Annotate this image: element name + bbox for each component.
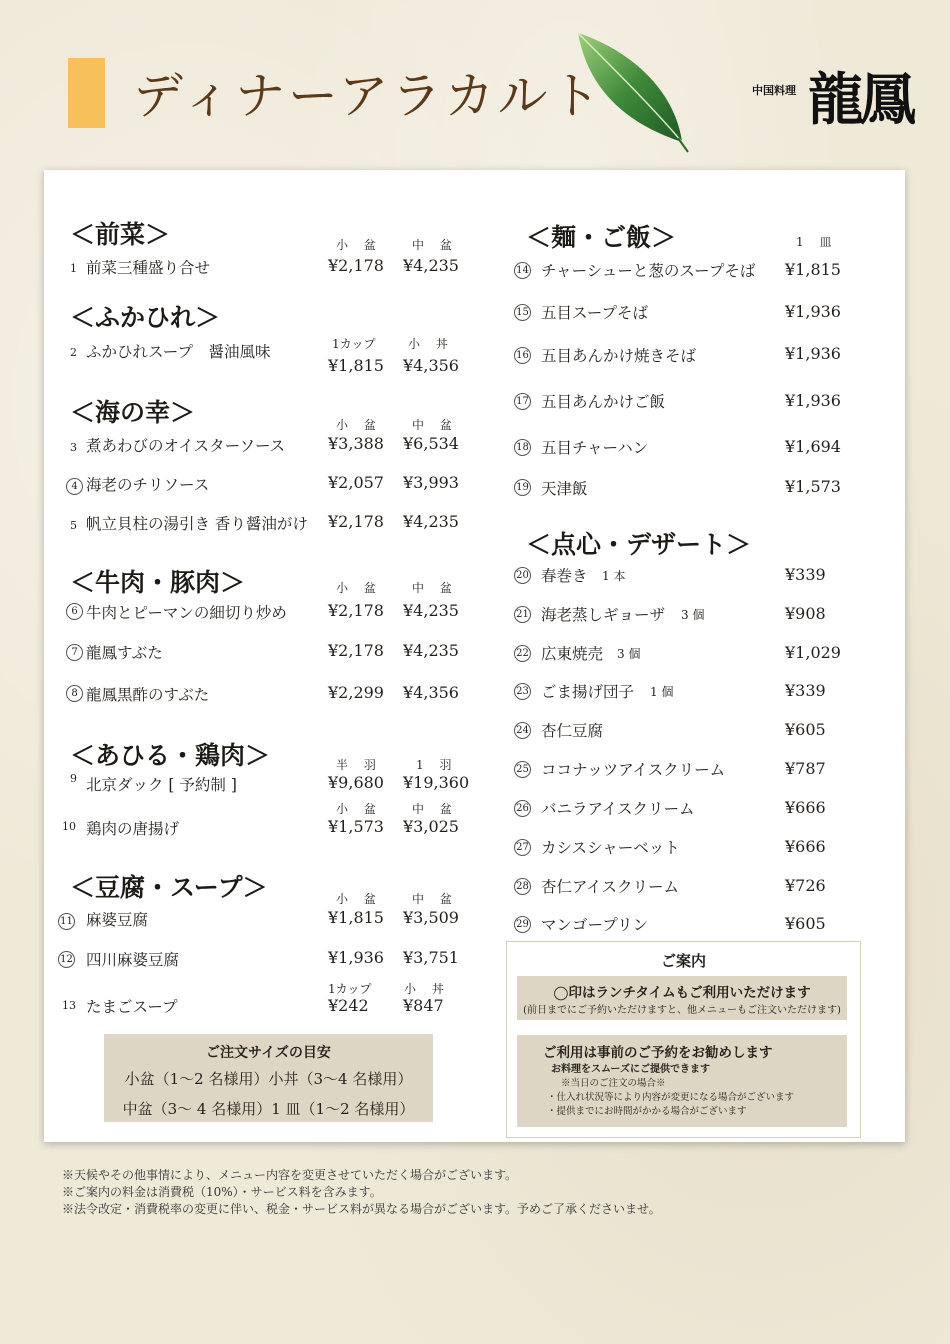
col-header-half: 半 羽: [336, 758, 382, 772]
size-guide-line-1: 小盆（1～2 名様用）小丼（3～4 名様用）: [124, 1070, 413, 1088]
menu-item-price-1: ¥2,299: [328, 683, 384, 702]
menu-item-price-1: ¥2,178: [328, 641, 384, 660]
menu-item-name: 煮あわびのオイスターソース: [86, 437, 286, 455]
col-header-small: 小 盆: [336, 802, 382, 816]
col-header-bowl: 小 丼: [408, 337, 454, 351]
same-day-note-2: ・提供までにお時間がかかる場合がございます: [547, 1106, 747, 1117]
lunch-mark-number: 29: [514, 916, 531, 933]
lunch-mark-number: 28: [514, 878, 531, 895]
menu-item-price-2: ¥4,235: [403, 601, 459, 620]
menu-item-name: 北京ダック [ 予約制 ]: [86, 776, 237, 794]
menu-item-price-1: ¥2,178: [328, 256, 384, 275]
item-number: 2: [70, 346, 77, 359]
menu-item-name: ふかひれスープ 醤油風味: [86, 343, 271, 361]
lunch-mark-number: 17: [514, 393, 531, 410]
item-number: 1: [70, 262, 77, 275]
lunch-availability-text: ◯印はランチタイムもご利用いただけます: [553, 985, 811, 1001]
menu-item-price: ¥666: [785, 837, 826, 856]
menu-item-name: 杏仁アイスクリーム: [541, 878, 679, 896]
order-size-guide: [104, 1034, 433, 1122]
item-number: 10: [62, 820, 76, 833]
lunch-mark-number: 14: [514, 262, 531, 279]
menu-item-name: バニラアイスクリーム: [541, 800, 695, 818]
menu-item-price: ¥787: [785, 759, 826, 778]
size-guide-title: ご注文サイズの目安: [206, 1045, 331, 1061]
col-header-medium: 中 盆: [412, 802, 458, 816]
section-title-fukahire: ＜ふかひれ＞: [70, 303, 221, 332]
col-header-small: 小 盆: [336, 418, 382, 432]
section-title-dimsum-dessert: ＜点心・デザート＞: [526, 530, 752, 559]
menu-item-name: 五目スープそば: [541, 304, 648, 322]
menu-item-price-1: ¥2,178: [328, 512, 384, 531]
lunch-mark-number: 24: [514, 722, 531, 739]
menu-item-price: ¥1,936: [785, 302, 841, 321]
menu-item-price-2: ¥3,993: [403, 473, 459, 492]
lunch-mark-number: 18: [514, 439, 531, 456]
menu-item-price: ¥1,573: [785, 477, 841, 496]
menu-item-price: ¥1,936: [785, 344, 841, 363]
lunch-availability-box: [517, 976, 847, 1020]
item-number: 13: [62, 999, 76, 1012]
col-header-cup: 1カップ: [328, 982, 372, 996]
col-header-medium: 中 盆: [412, 418, 458, 432]
lunch-mark-number: 26: [514, 800, 531, 817]
section-title-meat: ＜牛肉・豚肉＞: [70, 568, 246, 597]
title-accent-bar: [68, 58, 105, 128]
footer-notes: [62, 1167, 661, 1218]
logo-name: 龍鳳: [808, 67, 912, 133]
footer-note-2: ※ご案内の料金は消費税（10%）・サービス料を含みます。: [62, 1185, 382, 1199]
menu-item-name: たまごスープ: [86, 998, 178, 1016]
item-number: 9: [70, 772, 77, 785]
menu-item-quantity: 3 個: [617, 647, 641, 661]
menu-item-name: 広東焼売: [541, 645, 604, 663]
menu-item-price-1: ¥1,936: [328, 948, 384, 967]
col-header-small: 小 盆: [336, 581, 382, 595]
menu-item-quantity: 3 個: [681, 608, 705, 622]
menu-item-price-2: ¥4,356: [403, 683, 459, 702]
menu-item-name: 海老のチリソース: [86, 476, 210, 494]
menu-item-price: ¥339: [785, 565, 826, 584]
menu-item-price: ¥605: [785, 914, 826, 933]
menu-item-price: ¥908: [785, 604, 826, 623]
reservation-recommend-text: ご利用は事前のご予約をお勧めします: [543, 1045, 773, 1061]
page-title: ディナーアラカルト: [133, 67, 604, 125]
col-header-medium: 中 盆: [412, 892, 458, 906]
lunch-mark-number: 4: [66, 478, 83, 495]
lunch-mark-number: 16: [514, 347, 531, 364]
restaurant-logo: [752, 60, 912, 133]
footer-note-1: ※天候やその他事情により、メニュー内容を変更させていただく場合がございます。: [62, 1168, 518, 1182]
menu-item-price-1: ¥1,815: [328, 908, 384, 927]
menu-item-name: 龍鳳すぶた: [86, 644, 163, 662]
menu-item-name: 天津飯: [541, 480, 588, 498]
menu-item-name: 前菜三種盛り合せ: [86, 259, 211, 277]
menu-item-price-1: ¥3,388: [328, 434, 384, 453]
menu-item-price-2: ¥3,509: [403, 908, 459, 927]
menu-item-price: ¥1,815: [785, 260, 841, 279]
col-header-medium: 中 盆: [412, 581, 458, 595]
menu-item-price-2: ¥4,235: [403, 256, 459, 275]
menu-item-price: ¥1,029: [785, 643, 841, 662]
menu-item-price-2: ¥4,235: [403, 641, 459, 660]
section-title-noodles-rice: ＜麺・ご飯＞: [526, 223, 677, 252]
lunch-mark-number: 6: [66, 603, 83, 620]
reservation-sub-text: お料理をスムーズにご提供できます: [551, 1064, 710, 1075]
item-number: 5: [70, 519, 77, 532]
menu-item-name: 四川麻婆豆腐: [86, 951, 180, 969]
lunch-mark-number: 20: [514, 567, 531, 584]
menu-item-price-1: ¥2,178: [328, 601, 384, 620]
menu-item-price-1: ¥2,057: [328, 473, 384, 492]
lunch-mark-number: 8: [66, 685, 83, 702]
lunch-mark-number: 23: [514, 683, 531, 700]
menu-item-name: 麻婆豆腐: [86, 911, 149, 929]
menu-item-name: 龍鳳黒酢のすぶた: [86, 686, 210, 704]
menu-item-price-2: ¥4,356: [403, 356, 459, 375]
col-header-medium: 中 盆: [412, 238, 458, 252]
menu-item-price: ¥666: [785, 798, 826, 817]
menu-item-price: ¥726: [785, 876, 826, 895]
col-header-whole: 1 羽: [416, 758, 458, 772]
col-header-small: 小 盆: [336, 238, 382, 252]
menu-item-price-2: ¥6,534: [403, 434, 459, 453]
menu-item-name: 帆立貝柱の湯引き 香り醤油がけ: [86, 515, 308, 533]
section-title-seafood: ＜海の幸＞: [70, 398, 196, 427]
menu-item-price-2: ¥3,025: [403, 817, 459, 836]
menu-item-name: カシスシャーベット: [541, 839, 680, 857]
menu-item-price-2: ¥19,360: [403, 773, 470, 792]
lunch-mark-number: 21: [514, 606, 531, 623]
lunch-mark-number: 12: [58, 951, 75, 968]
reservation-recommend-box: [517, 1035, 847, 1127]
menu-item-name: 五目あんかけ焼きそば: [541, 347, 697, 365]
menu-item-price-1: ¥242: [328, 996, 369, 1015]
logo-subtitle: 中国料理: [752, 84, 796, 97]
leaf-decoration: [570, 30, 695, 155]
menu-item-price-2: ¥847: [403, 996, 444, 1015]
footer-note-3: ※法令改定・消費税率の変更に伴い、税金・サービス料が異なる場合がございます。予めご了承くださいませ。: [62, 1202, 661, 1216]
col-header-plate: 1 皿: [796, 235, 838, 249]
size-guide-line-2: 中盆（3～ 4 名様用）1 皿（1～2 名様用）: [122, 1100, 415, 1118]
menu-item-price: ¥339: [785, 681, 826, 700]
col-header-small: 小 盆: [336, 892, 382, 906]
lunch-mark-number: 15: [514, 304, 531, 321]
col-header-bowl: 小 丼: [404, 982, 450, 996]
menu-panel: [44, 170, 905, 1142]
menu-item-quantity: 1 本: [602, 569, 626, 583]
menu-item-name: ココナッツアイスクリーム: [541, 761, 726, 779]
menu-item-quantity: 1 個: [650, 685, 674, 699]
menu-item-name: 五目チャーハン: [541, 439, 649, 457]
same-day-note-1: ・仕入れ状況等により内容が変更になる場合がございます: [547, 1092, 795, 1103]
menu-item-name: マンゴープリン: [541, 916, 649, 934]
lunch-mark-number: 7: [66, 644, 83, 661]
menu-item-price-2: ¥4,235: [403, 512, 459, 531]
menu-item-price-1: ¥9,680: [328, 773, 384, 792]
item-number: 3: [70, 441, 77, 454]
menu-item-name: ごま揚げ団子: [541, 683, 635, 701]
section-title-zensai: ＜前菜＞: [70, 220, 171, 249]
lunch-mark-number: 25: [514, 761, 531, 778]
menu-item-name: 春巻き: [541, 567, 588, 585]
menu-item-name: 海老蒸しギョーザ: [541, 606, 666, 624]
menu-item-name: 鶏肉の唐揚げ: [86, 820, 180, 838]
menu-item-price-1: ¥1,815: [328, 356, 384, 375]
section-title-poultry: ＜あひる・鶏肉＞: [70, 741, 271, 770]
menu-item-name: 五目あんかけご飯: [541, 393, 666, 411]
menu-item-name: 杏仁豆腐: [541, 722, 604, 740]
menu-item-price: ¥1,936: [785, 391, 841, 410]
same-day-note-heading: ※当日のご注文の場合※: [561, 1078, 666, 1089]
menu-item-price-2: ¥3,751: [403, 948, 459, 967]
menu-item-price: ¥605: [785, 720, 826, 739]
col-header-cup: 1カップ: [332, 337, 376, 351]
lunch-mark-number: 19: [514, 479, 531, 496]
menu-item-name: 牛肉とピーマンの細切り炒め: [86, 604, 287, 622]
lunch-availability-note: (前日までにご予約いただけますと、他メニューもご注文いただけます): [523, 1005, 841, 1016]
menu-item-price-1: ¥1,573: [328, 817, 384, 836]
menu-item-price: ¥1,694: [785, 437, 841, 456]
section-title-tofu-soup: ＜豆腐・スープ＞: [70, 873, 268, 902]
info-title: ご案内: [660, 952, 706, 970]
info-notice: [506, 941, 861, 1138]
lunch-mark-number: 27: [514, 839, 531, 856]
lunch-mark-number: 22: [514, 645, 531, 662]
menu-item-name: チャーシューと葱のスープそば: [541, 262, 756, 280]
lunch-mark-number: 11: [58, 913, 75, 930]
